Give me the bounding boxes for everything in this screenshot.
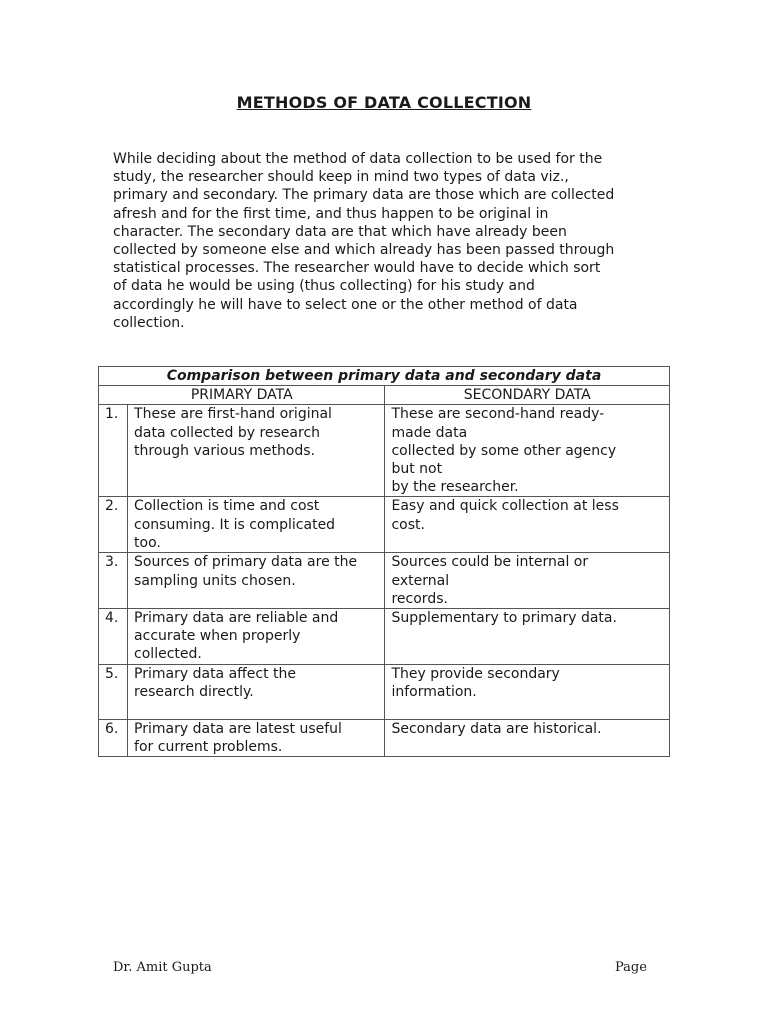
- cell-line: research directly.: [134, 683, 254, 700]
- cell-line: Primary data are reliable and: [134, 610, 339, 627]
- intro-line: afresh and for the first time, and thus happen to be original in: [113, 205, 549, 222]
- header-primary-data: PRIMARY DATA: [99, 386, 385, 405]
- cell-line: made data: [391, 424, 468, 441]
- table-row: [99, 664, 670, 719]
- intro-line: While deciding about the method of data collection to be used for the: [113, 151, 603, 167]
- table-row: [99, 497, 670, 553]
- table-row: [99, 719, 670, 756]
- cell-line: too.: [134, 534, 161, 551]
- cell-line: They provide secondary: [391, 665, 560, 682]
- cell-line: These are first-hand original: [134, 406, 332, 423]
- intro-line: of data he would be using (thus collecting) for his study and: [113, 278, 535, 295]
- cell-line: consuming. It is complicated: [134, 516, 336, 533]
- intro-line: collection.: [113, 314, 185, 331]
- secondary-cell: [385, 405, 670, 497]
- cell-line: collected.: [134, 646, 202, 663]
- cell-line: Sources of primary data are the: [134, 554, 358, 571]
- intro-line: character. The secondary data are that which have already been: [113, 223, 567, 240]
- header-secondary-data: SECONDARY DATA: [385, 386, 670, 405]
- secondary-cell: [385, 719, 670, 756]
- cell-line: These are second-hand ready-: [391, 406, 605, 423]
- primary-cell: [128, 664, 385, 719]
- cell-line: Collection is time and cost: [134, 498, 320, 515]
- cell-line: by the researcher.: [391, 479, 519, 496]
- primary-cell: [128, 719, 385, 756]
- cell-line: sampling units chosen.: [134, 572, 296, 589]
- intro-line: statistical processes. The researcher would have to decide which sort: [113, 260, 601, 277]
- row-number: 5.: [99, 664, 128, 719]
- table-row: [99, 553, 670, 609]
- cell-line: accurate when properly: [134, 628, 301, 645]
- cell-line: collected by some other agency: [391, 442, 617, 459]
- cell-line: external: [391, 572, 450, 589]
- table-row: [99, 405, 670, 497]
- row-number: 1.: [99, 405, 128, 497]
- cell-line: Primary data affect the: [134, 665, 297, 682]
- intro-line: study, the researcher should keep in mind two types of data viz.,: [113, 169, 569, 186]
- intro-line: primary and secondary. The primary data are those which are collected: [113, 187, 615, 204]
- secondary-cell: [385, 664, 670, 719]
- intro-paragraph: [113, 150, 673, 332]
- cell-line: Supplementary to primary data.: [391, 610, 617, 627]
- cell-line: but not: [391, 461, 443, 478]
- table-row: [99, 609, 670, 665]
- page-title: METHODS OF DATA COLLECTION: [236, 93, 532, 112]
- row-number: 3.: [99, 553, 128, 609]
- footer-page-label: Page: [615, 960, 647, 975]
- cell-line: Secondary data are historical.: [391, 720, 602, 737]
- primary-cell: [128, 405, 385, 497]
- cell-line: Easy and quick collection at less: [391, 498, 619, 515]
- primary-cell: [128, 609, 385, 665]
- cell-line: information.: [391, 683, 477, 700]
- row-number: 4.: [99, 609, 128, 665]
- intro-line: accordingly he will have to select one or the other method of data: [113, 296, 578, 313]
- secondary-cell: [385, 497, 670, 553]
- row-number: 2.: [99, 497, 128, 553]
- primary-cell: [128, 553, 385, 609]
- footer-author: Dr. Amit Gupta: [113, 960, 212, 975]
- cell-line: for current problems.: [134, 738, 283, 755]
- table-header-row: [99, 386, 670, 405]
- cell-line: records.: [391, 590, 448, 607]
- comparison-table: [98, 366, 670, 757]
- cell-line: data collected by research: [134, 424, 321, 441]
- cell-line: cost.: [391, 516, 425, 533]
- cell-line: through various methods.: [134, 442, 316, 459]
- row-number: 6.: [99, 719, 128, 756]
- secondary-cell: [385, 609, 670, 665]
- table-caption-row: [99, 367, 670, 386]
- cell-line: Primary data are latest useful: [134, 720, 342, 737]
- cell-line: Sources could be internal or: [391, 554, 589, 571]
- primary-cell: [128, 497, 385, 553]
- table-caption: Comparison between primary data and secondary data: [99, 367, 670, 386]
- secondary-cell: [385, 553, 670, 609]
- intro-line: collected by someone else and which already has been passed through: [113, 242, 615, 259]
